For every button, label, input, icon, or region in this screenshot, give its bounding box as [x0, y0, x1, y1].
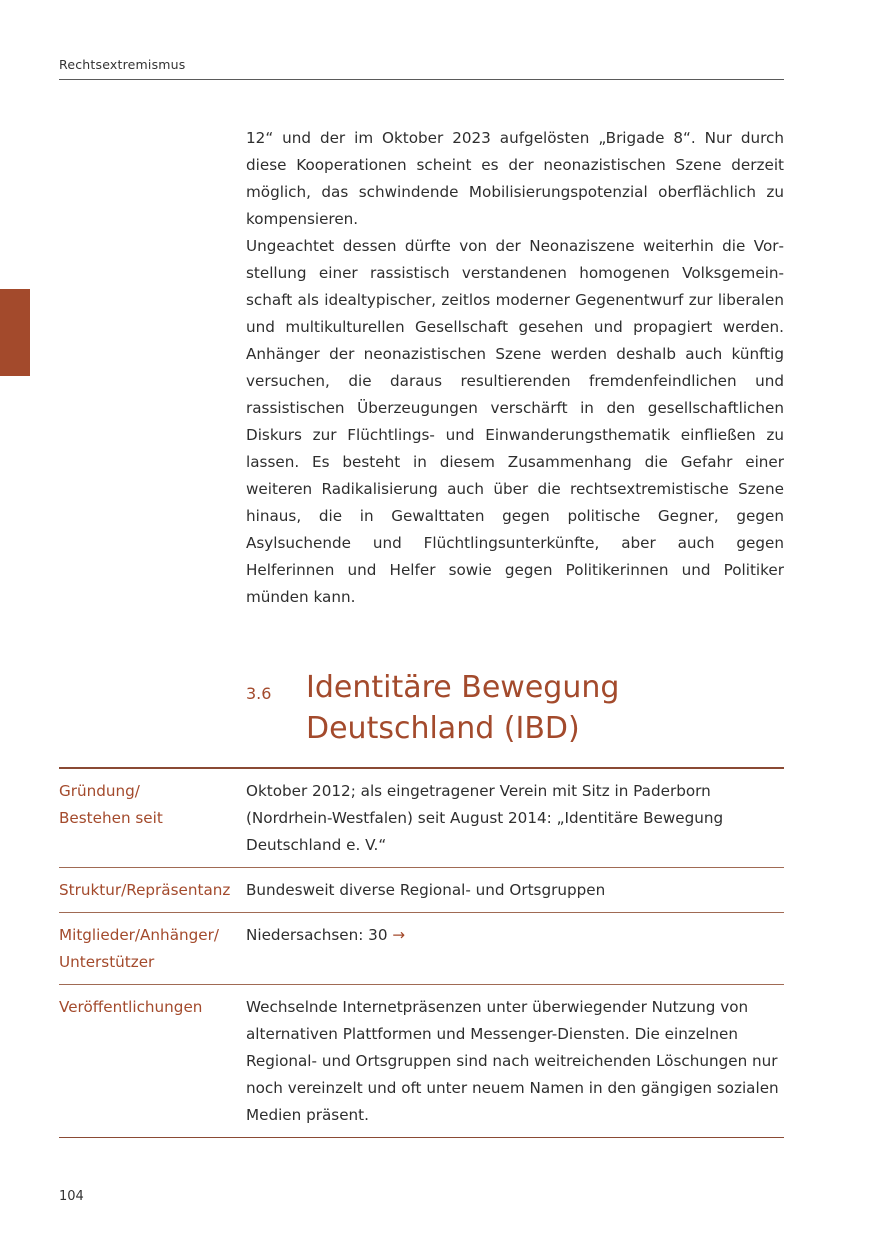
chapter-side-tab — [0, 289, 30, 376]
row-value — [246, 922, 784, 976]
running-header: Rechtsextremismus — [59, 57, 186, 72]
row-label — [59, 778, 246, 859]
body-paragraph: Ungeachtet dessen dürfte von der Neonaziszene weiterhin die Vorstellung einer rassistisch verstandenen homogenen Volksgemeinschaft als idealtypischer, zeitlos moderner Gegenentwurf zur liberalen und multikulturellen Gesellschaft gesehen und propagiert werden. Anhänger der neonazistischen Szene werden deshalb auch künftig versuchen, die daraus resultierenden fremdenfeindlichen und rassistischen Überzeugungen verschärft in den gesellschaftlichen Diskurs zur Flüchtlings- und Einwanderungsthematik einfließen zu lassen. Es besteht in diesem Zusammenhang die Gefahr einer weiteren Radikalisierung auch über die rechtsextremistische Szene hinaus, die in Gewalttaten gegen politische Gegner, gegen Asylsuchende und Flüchtlingsunterkünfte, aber auch gegen Helferinnen und Helfer sowie gegen Politikerinnen und Politiker münden kann. — [246, 237, 784, 606]
section-number: 3.6 — [246, 684, 272, 703]
row-label-line: Struktur/Repräsentanz — [59, 881, 231, 899]
table-row — [59, 868, 784, 913]
row-label-line: Unterstützer — [59, 953, 155, 971]
section-title-line: Identitäre Bewegung — [306, 670, 620, 705]
row-label — [59, 994, 246, 1129]
row-value: Bundesweit diverse Regional- und Ortsgruppen — [246, 881, 606, 899]
info-table — [59, 767, 784, 1138]
body-paragraph: 12“ und der im Oktober 2023 aufgelösten „Brigade 8“. Nur durch diese Kooperationen scheint es der neonazistischen Szene derzeit möglich, das schwindende Mobilisierungspotenzial oberflächlich zu kompensieren. — [246, 129, 784, 228]
table-row — [59, 913, 784, 985]
table-row — [59, 985, 784, 1138]
arrow-right-icon[interactable]: → — [392, 926, 406, 944]
row-label-line: Veröffentlichungen — [59, 998, 203, 1016]
section-title-line: Deutschland (IBD) — [306, 711, 580, 746]
row-label-line: Mitglieder/Anhänger/ — [59, 926, 219, 944]
row-value: Oktober 2012; als eingetragener Verein mit Sitz in Paderborn (Nordrhein-Westfalen) seit August 2014: „Identitäre Bewegung Deutschland e. V.“ — [246, 782, 724, 854]
page-number: 104 — [59, 1189, 84, 1204]
row-label — [59, 922, 246, 976]
row-value-text: Niedersachsen: 30 — [246, 926, 388, 944]
section-title — [306, 667, 776, 749]
row-value: Wechselnde Internetpräsenzen unter überwiegender Nutzung von alternativen Plattformen und Messenger-Diensten. Die einzelnen Regional- und Ortsgruppen sind nach weitreichenden Löschungen nur noch vereinzelt und oft unter neuem Namen in den gängigen sozialen Medien präsent. — [246, 998, 779, 1124]
table-row — [59, 769, 784, 868]
row-label-line: Gründung/ — [59, 782, 140, 800]
header-divider — [59, 79, 784, 80]
body-text — [246, 125, 784, 611]
row-label — [59, 877, 246, 904]
row-label-line: Bestehen seit — [59, 809, 163, 827]
